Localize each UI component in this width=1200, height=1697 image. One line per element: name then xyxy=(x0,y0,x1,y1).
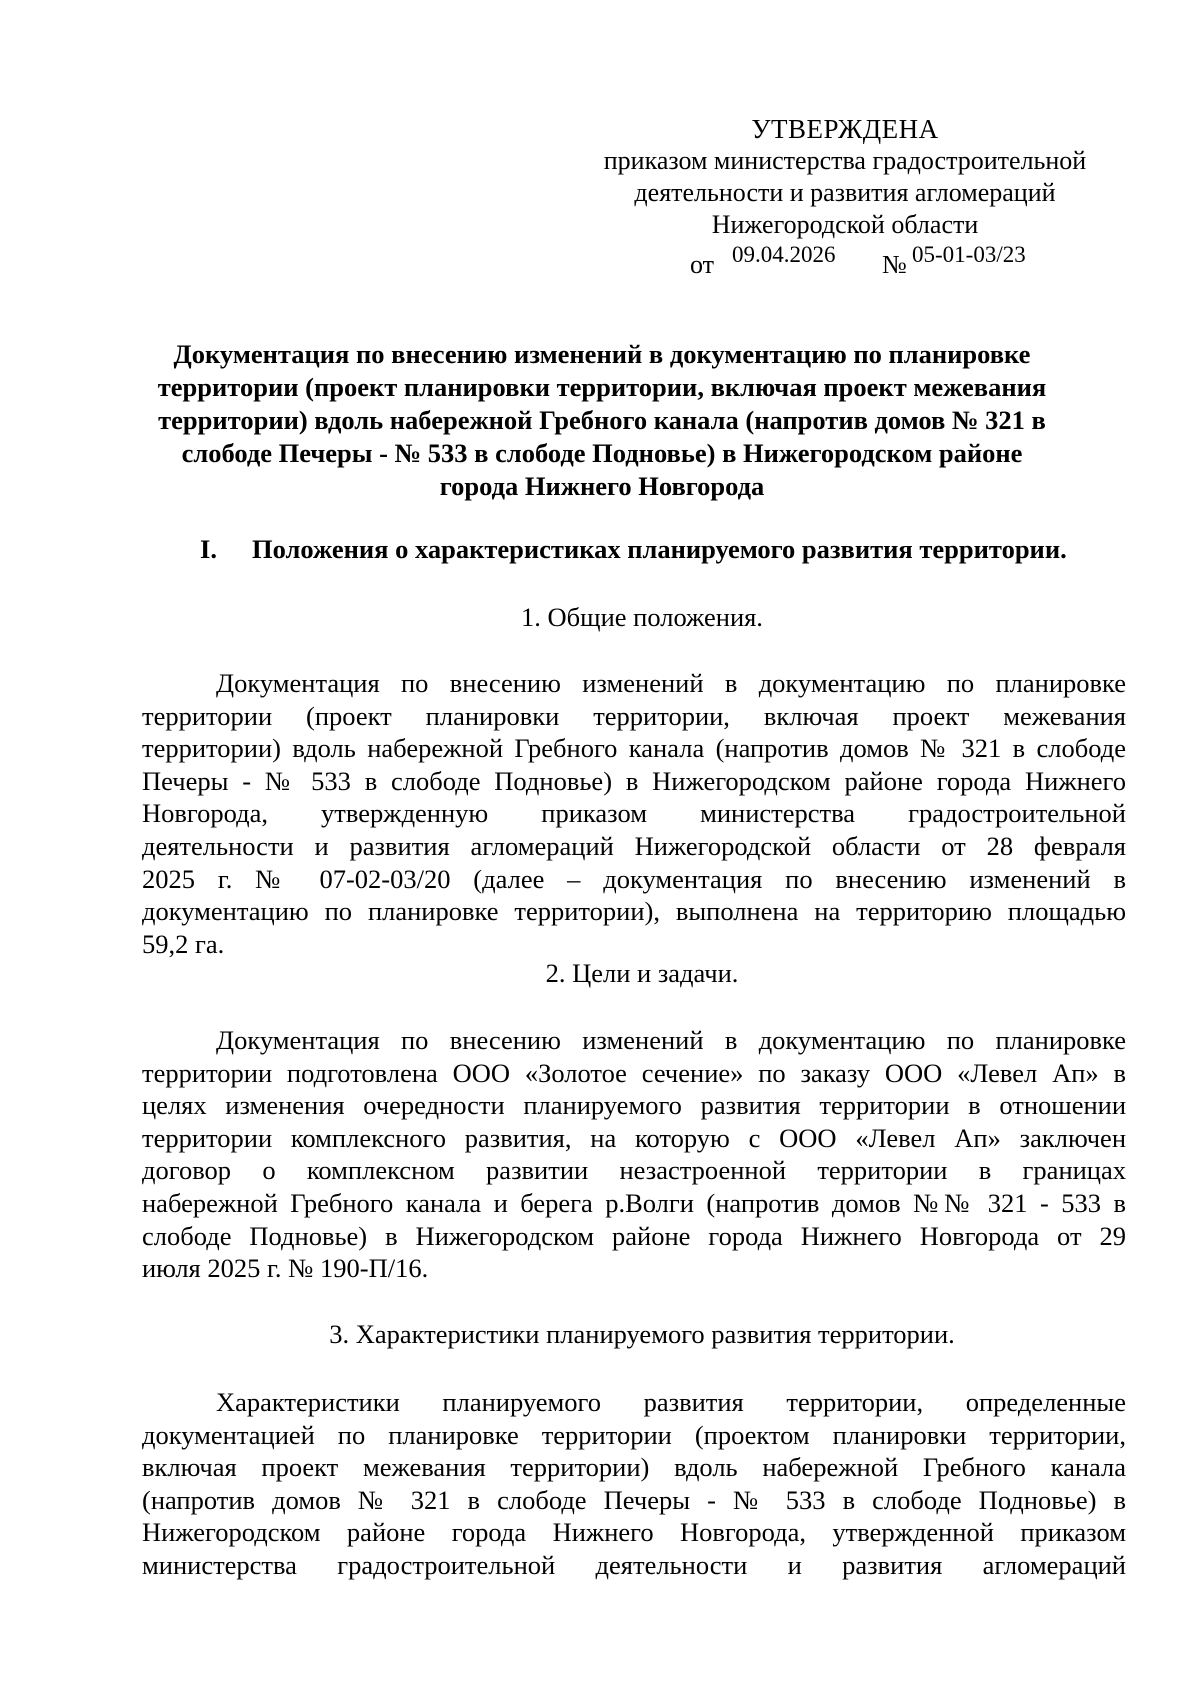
paragraph-line: Документация по внесению изменений в документацию по планировке xyxy=(216,668,1126,698)
paragraph-line: набережной Гребного канала и берега р.Волги (напротив домов №№ 321 - 533 в xyxy=(142,1187,1126,1218)
paragraph-line: договор о комплексном развитии незастроенной территории в границах xyxy=(142,1155,1126,1186)
paragraph-line: деятельности и развития агломераций Нижегородской области от 28 февраля xyxy=(142,830,1126,861)
paragraph-line: Новгорода, утвержденную приказом министерства градостроительной xyxy=(142,798,1126,829)
paragraph-general xyxy=(142,667,1126,960)
paragraph-line: Нижегородском районе города Нижнего Новгорода, утвержденной приказом xyxy=(142,1517,1126,1548)
paragraph-line: территории подготовлена ООО «Золотое сечение» по заказу ООО «Левел Ап» в xyxy=(142,1057,1126,1088)
paragraph-line: документацию по планировке территории), выполнена на территорию площадью xyxy=(142,896,1126,927)
approval-line: деятельности и развития агломераций xyxy=(634,178,1056,207)
order-number: 05-01-03/23 xyxy=(912,242,1026,267)
section-numeral: I. xyxy=(200,534,217,564)
paragraph-line: 59,2 га. xyxy=(142,928,225,959)
subsection-heading: 3. Характеристики планируемого развития территории. xyxy=(329,1319,955,1349)
paragraph-line: слободе Подновье) в Нижегородском районе города Нижнего Новгорода от 29 xyxy=(142,1220,1126,1251)
title-line: города Нижнего Новгорода xyxy=(439,471,765,501)
paragraph-line: включая проект межевания территории) вдоль набережной Гребного канала xyxy=(142,1452,1126,1483)
paragraph-line: Характеристики планируемого развития территории, определенные xyxy=(216,1387,1126,1417)
paragraph-characteristics xyxy=(142,1386,1126,1582)
paragraph-goals xyxy=(142,1024,1126,1285)
paragraph-line: территории) вдоль набережной Гребного канала (напротив домов № 321 в слободе xyxy=(142,733,1126,764)
title-line: Документация по внесению изменений в документацию по планировке xyxy=(173,339,1031,369)
paragraph-line: (напротив домов № 321 в слободе Печеры - № 533 в слободе Подновье) в xyxy=(142,1484,1126,1515)
paragraph-line: июля 2025 г. № 190-П/16. xyxy=(142,1253,429,1284)
approval-line: приказом министерства градостроительной xyxy=(603,146,1087,175)
paragraph-line: 2025 г. № 07-02-03/20 (далее – документация по внесению изменений в xyxy=(142,863,1126,894)
order-date-number xyxy=(690,242,1110,282)
order-date: 09.04.2026 xyxy=(732,242,836,267)
section-heading-text: Положения о характеристиках планируемого развития территории. xyxy=(252,534,1067,564)
title-line: территории (проект планировки территории, включая проект межевания xyxy=(157,372,1047,402)
paragraph-line: территории комплексного развития, на которую с ООО «Левел Ап» заключен xyxy=(142,1122,1126,1153)
number-prefix: № xyxy=(882,250,907,279)
approval-stamp xyxy=(560,113,1130,241)
section-heading xyxy=(200,532,1140,566)
approved-label: УТВЕРЖДЕНА xyxy=(751,114,939,144)
approval-line: Нижегородской области xyxy=(711,210,979,239)
subsection-heading: 1. Общие положения. xyxy=(521,602,763,632)
paragraph-line: Печеры - № 533 в слободе Подновье) в Нижегородском районе города Нижнего xyxy=(142,765,1126,796)
subsection-heading: 2. Цели и задачи. xyxy=(545,958,739,988)
title-line: территории) вдоль набережной Гребного канала (напротив домов № 321 в xyxy=(158,405,1046,435)
document-title xyxy=(142,338,1062,503)
paragraph-line: целях изменения очередности планируемого развития территории в отношении xyxy=(142,1090,1126,1121)
title-line: слободе Печеры - № 533 в слободе Подновье) в Нижегородском районе xyxy=(181,438,1023,468)
paragraph-line: территории (проект планировки территории, включая проект межевания xyxy=(142,700,1126,731)
date-prefix: от xyxy=(690,250,715,279)
paragraph-line: министерства градостроительной деятельности и развития агломераций xyxy=(142,1549,1126,1580)
paragraph-line: Документация по внесению изменений в документацию по планировке xyxy=(216,1025,1126,1055)
paragraph-line: документацией по планировке территории (проектом планировки территории, xyxy=(142,1419,1126,1450)
